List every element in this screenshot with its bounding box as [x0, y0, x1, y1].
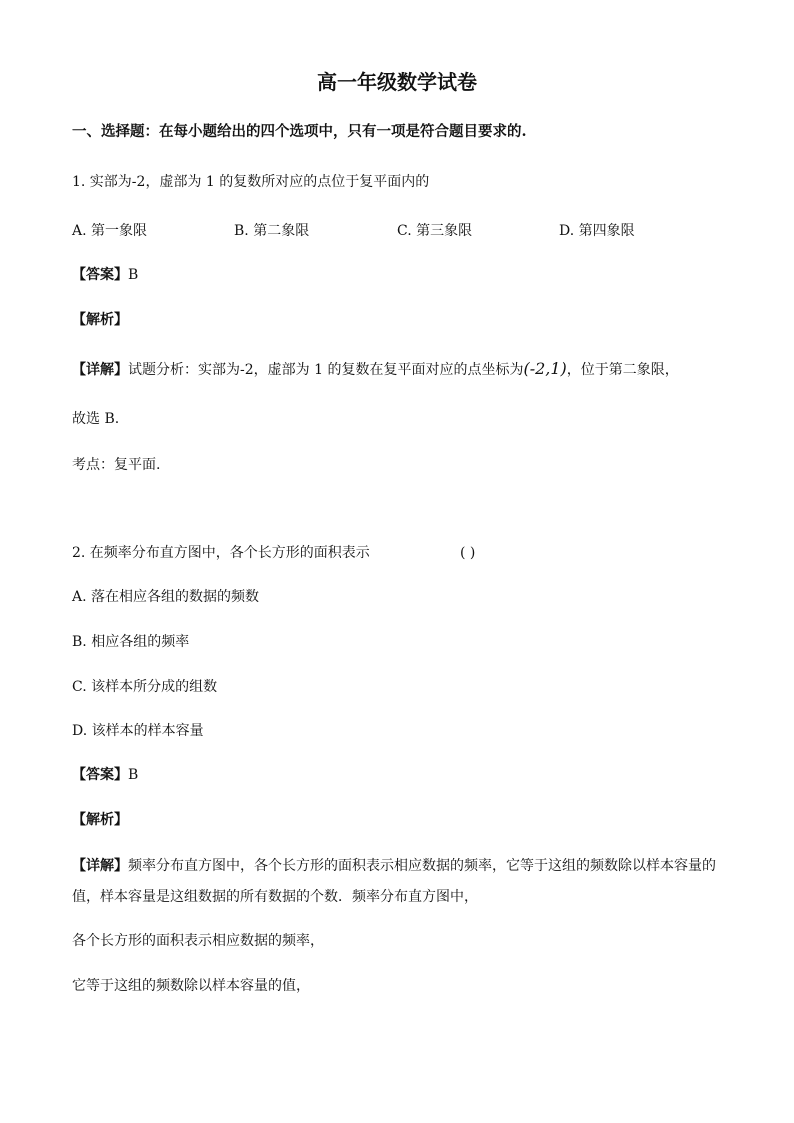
q2-option-c: C. 该样本所分成的组数 [72, 679, 218, 695]
q2-answer [72, 765, 138, 785]
q2-answer-value: B [128, 767, 139, 783]
q1-option-a: A. 第一象限 [72, 223, 148, 239]
q1-answer-label: 【答案】 [72, 267, 128, 283]
page-title: 高一年级数学试卷 [317, 70, 477, 94]
question-1-stem: 1. 实部为-2，虚部为 1 的复数所对应的点位于复平面内的 [72, 174, 430, 190]
q2-detail-label: 【详解】 [72, 858, 128, 874]
q2-analysis-label: 【解析】 [72, 812, 128, 828]
q2-detail-line-2: 值，样本容量是这组数据的所有数据的个数．频率分布直方图中， [72, 889, 478, 905]
q1-analysis-label: 【解析】 [72, 312, 128, 328]
q1-option-d: D. 第四象限 [559, 223, 635, 239]
q2-option-d: D. 该样本的样本容量 [72, 723, 204, 739]
q2-answer-label: 【答案】 [72, 767, 128, 783]
q1-detail [72, 359, 679, 380]
q2-detail-line-1 [72, 856, 716, 876]
q1-detail-post: ，位于第二象限， [566, 362, 679, 378]
q1-answer [72, 265, 138, 285]
q1-conclusion: 故选 B. [72, 411, 120, 427]
q2-answer-paren: ( ) [460, 545, 476, 561]
section-heading: 一、选择题：在每小题给出的四个选项中，只有一项是符合题目要求的. [72, 123, 527, 140]
q2-detail-line-3: 各个长方形的面积表示相应数据的频率， [72, 933, 324, 949]
q1-detail-label: 【详解】 [72, 362, 128, 378]
q2-option-b: B. 相应各组的频率 [72, 634, 190, 650]
q1-detail-pre: 试题分析：实部为-2，虚部为 1 的复数在复平面对应的点坐标为 [128, 362, 524, 378]
q1-detail-coord: (-2,1) [523, 359, 567, 378]
question-2-stem: 2. 在频率分布直方图中，各个长方形的面积表示 [72, 545, 370, 561]
q2-detail-text-1: 频率分布直方图中，各个长方形的面积表示相应数据的频率，它等于这组的频数除以样本容量的 [128, 858, 716, 874]
q1-option-b: B. 第二象限 [234, 223, 310, 239]
q1-answer-value: B [128, 267, 139, 283]
q2-option-a: A. 落在相应各组的数据的频数 [72, 589, 260, 605]
q1-topic: 考点：复平面. [72, 457, 161, 473]
q1-option-c: C. 第三象限 [397, 223, 473, 239]
q2-detail-line-4: 它等于这组的频数除以样本容量的值， [72, 978, 310, 994]
